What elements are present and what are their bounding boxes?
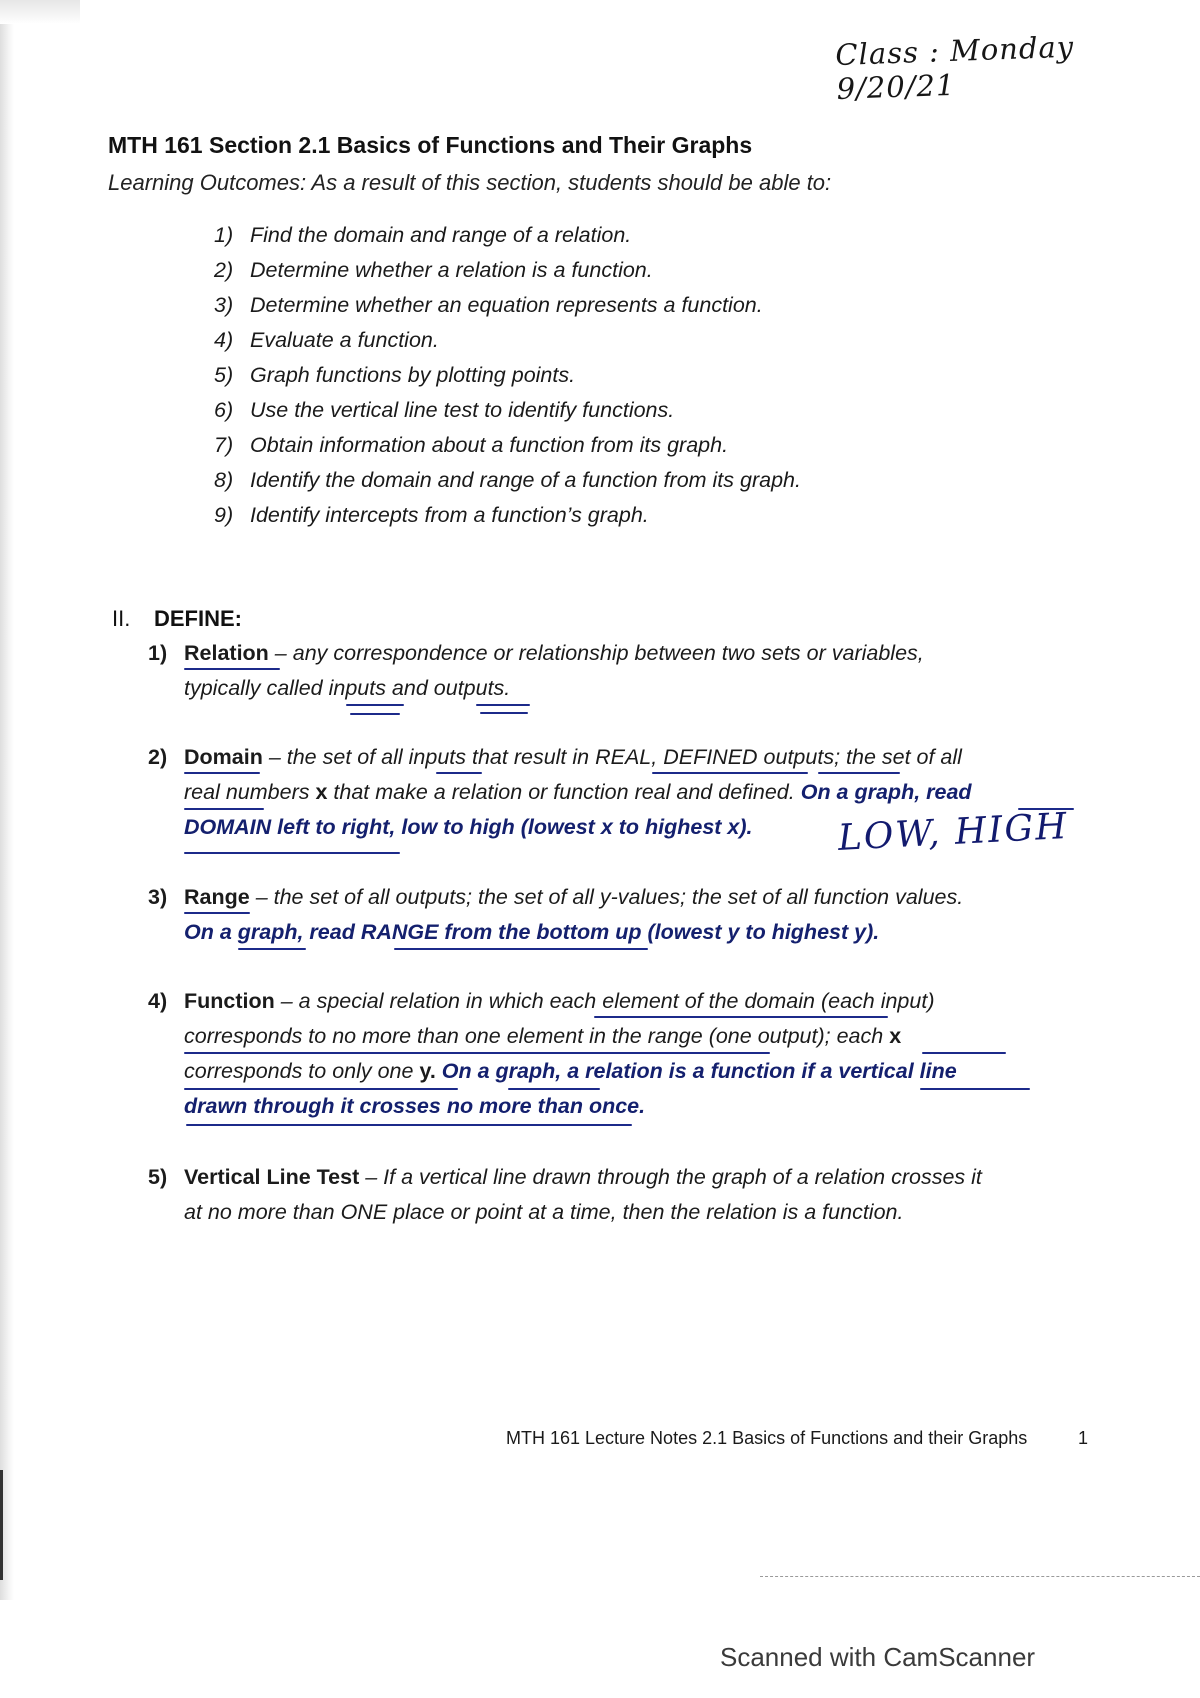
- outcome-number: 3): [214, 293, 234, 317]
- definition-term: Relation: [184, 641, 269, 665]
- definition-line: [184, 880, 963, 915]
- ink-underline: [184, 668, 280, 670]
- scanner-watermark: Scanned with CamScanner: [720, 1642, 1036, 1672]
- outcome-number: 1): [214, 223, 234, 247]
- outcome-text: Evaluate a function.: [250, 328, 439, 352]
- ink-underline: [508, 1088, 600, 1090]
- handwritten-low-high: LOW, HIGH: [836, 805, 1070, 859]
- variable-x: x: [315, 780, 328, 804]
- ink-underline: [184, 808, 264, 810]
- definition-text: – any correspondence or relationship between two sets or variables,: [268, 641, 924, 665]
- handwritten-ink-text: On a graph, a relation is a function if a vertical line: [435, 1059, 957, 1083]
- definition-number: 5): [148, 1165, 168, 1189]
- outcome-number: 2): [214, 258, 234, 282]
- outcome-number: 7): [214, 433, 234, 457]
- ink-underline: [480, 712, 528, 714]
- definition-range: [148, 880, 964, 950]
- handwritten-ink-text: drawn through it crosses no more than once.: [184, 1094, 646, 1118]
- scan-shadow-left: [0, 0, 14, 1600]
- outcome-item: [214, 323, 801, 358]
- page-title: MTH 161 Section 2.1 Basics of Functions and Their Graphs: [108, 132, 753, 158]
- definition-line: [184, 984, 957, 1019]
- outcome-text: Determine whether a relation is a function.: [250, 258, 653, 282]
- ink-underline: [184, 772, 260, 774]
- outcome-text: Find the domain and range of a relation.: [250, 223, 632, 247]
- page-number: 1: [1078, 1428, 1089, 1448]
- ink-underline: [594, 1016, 888, 1018]
- definition-line: real numbers x that make a relation or function real and defined. On a graph, read: [184, 780, 972, 804]
- definition-number: 3): [148, 885, 168, 909]
- ink-underline: [436, 772, 482, 774]
- definition-text: – a special relation in which each element of the domain (each input): [274, 989, 935, 1013]
- definition-line: [184, 1160, 982, 1195]
- ink-underline: [186, 1124, 632, 1126]
- definition-term: Vertical Line Test: [184, 1165, 360, 1189]
- definition-function: [148, 984, 957, 1124]
- definition-term: Domain: [184, 745, 263, 769]
- outcome-item: [214, 358, 801, 393]
- ink-underline: [184, 1052, 770, 1054]
- ink-underline: [184, 1088, 458, 1090]
- outcome-item: [214, 463, 801, 498]
- handwritten-ink-text: DOMAIN left to right, low to high (lowest x to highest x).: [184, 815, 753, 839]
- definition-relation: [148, 636, 924, 706]
- ink-underline: [350, 713, 400, 715]
- outcome-text: Identify the domain and range of a function from its graph.: [250, 468, 801, 492]
- outcome-number: 9): [214, 503, 234, 527]
- variable-y: y.: [419, 1059, 436, 1083]
- definition-line: corresponds to only one y. On a graph, a relation is a function if a vertical line: [184, 1059, 957, 1083]
- scan-shadow-top: [0, 0, 80, 24]
- ink-underline: [920, 1088, 1030, 1090]
- handwritten-ink-text: On a graph, read RANGE from the bottom up (lowest y to highest y).: [184, 920, 880, 944]
- outcome-item: [214, 393, 801, 428]
- outcome-number: 5): [214, 363, 234, 387]
- definition-text: – If a vertical line drawn through the graph of a relation crosses it: [359, 1165, 982, 1189]
- learning-outcomes-list: [214, 218, 801, 533]
- definition-term: Function: [184, 989, 275, 1013]
- ink-underline: [184, 852, 400, 854]
- outcome-number: 8): [214, 468, 234, 492]
- handwritten-ink-text: On a graph, read: [800, 780, 972, 804]
- ink-underline: [476, 704, 530, 706]
- outcome-item: [214, 428, 801, 463]
- outcome-text: Obtain information about a function from its graph.: [250, 433, 729, 457]
- outcome-number: 6): [214, 398, 234, 422]
- definition-text: – the set of all outputs; the set of all y-values; the set of all function values.: [249, 885, 964, 909]
- outcome-text: Graph functions by plotting points.: [250, 363, 576, 387]
- definition-text: – the set of all inputs that result in REAL, DEFINED outputs; the set of all: [262, 745, 962, 769]
- outcome-item: [214, 288, 801, 323]
- outcome-item: [214, 498, 801, 533]
- variable-x: x: [889, 1024, 902, 1048]
- learning-outcomes-intro: Learning Outcomes: As a result of this section, students should be able to:: [108, 170, 832, 195]
- definition-number: 4): [148, 989, 168, 1013]
- ink-underline: [818, 772, 900, 774]
- definition-line: corresponds to no more than one element in the range (one output); each x: [184, 1024, 902, 1048]
- page-footer: MTH 161 Lecture Notes 2.1 Basics of Functions and their Graphs: [506, 1428, 1028, 1448]
- definition-vertical-line-test: [148, 1160, 982, 1230]
- ink-underline: [346, 704, 404, 706]
- ink-underline: [922, 1052, 1006, 1054]
- definition-line: [184, 740, 972, 775]
- definition-number: 2): [148, 745, 168, 769]
- definition-line: typically called inputs and outputs.: [184, 676, 511, 700]
- outcome-text: Identify intercepts from a function’s graph.: [250, 503, 649, 527]
- scan-fold-line: [760, 1576, 1200, 1577]
- definition-line: [184, 636, 924, 671]
- section-heading: [112, 606, 242, 632]
- section-title: DEFINE:: [154, 606, 242, 631]
- definition-number: 1): [148, 641, 168, 665]
- definition-domain: [148, 740, 972, 845]
- outcome-item: [214, 218, 801, 253]
- definition-line: at no more than ONE place or point at a time, then the relation is a function.: [184, 1200, 904, 1224]
- ink-underline: [238, 948, 306, 950]
- definition-term: Range: [184, 885, 250, 909]
- outcome-text: Use the vertical line test to identify functions.: [250, 398, 675, 422]
- outcome-text: Determine whether an equation represents a function.: [250, 293, 763, 317]
- section-numeral: II.: [112, 606, 131, 631]
- ink-underline: [184, 912, 250, 914]
- outcome-number: 4): [214, 328, 234, 352]
- outcome-item: [214, 253, 801, 288]
- handwritten-class-note: Class : Monday 9/20/21: [834, 29, 1075, 106]
- ink-underline: [652, 772, 808, 774]
- scan-edge-mark: [0, 1470, 3, 1580]
- ink-underline: [394, 948, 648, 950]
